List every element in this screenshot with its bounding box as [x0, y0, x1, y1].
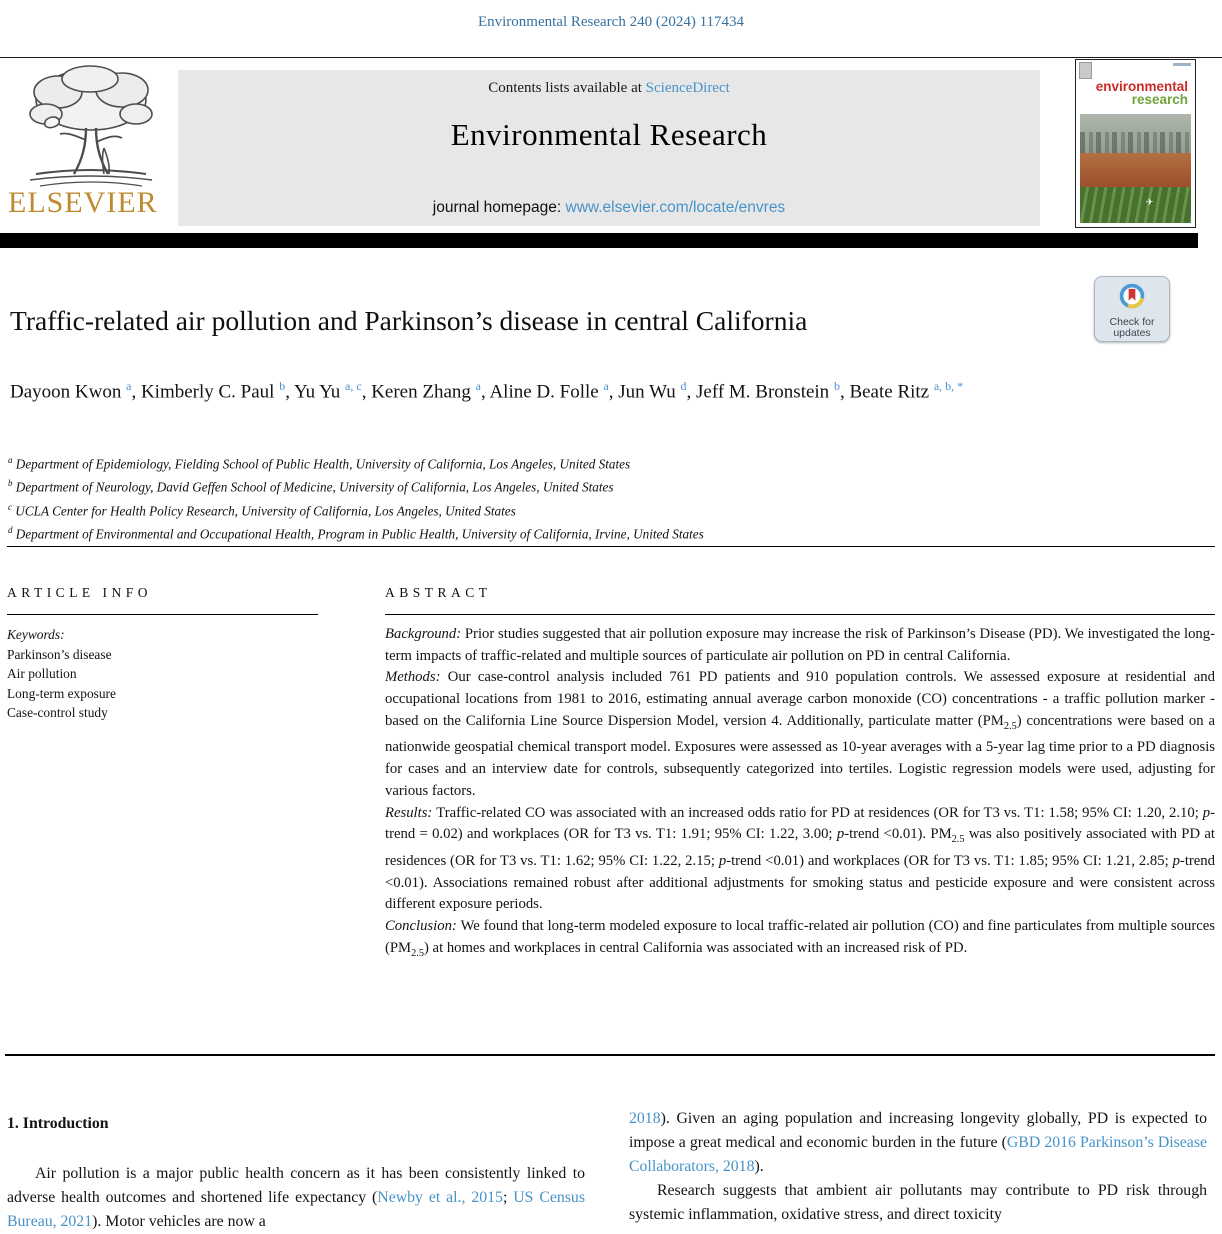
affiliations-divider-rule — [7, 546, 1215, 547]
crossmark-icon — [1117, 281, 1147, 311]
cover-title — [1076, 80, 1195, 106]
affiliation-c-text: UCLA Center for Health Policy Research, University of California, Los Angeles, United States — [12, 502, 516, 518]
badge-label-line2: updates — [1113, 327, 1151, 339]
contents-prefix: Contents lists available at — [488, 80, 646, 96]
homepage-url-link[interactable]: www.elsevier.com/locate/envres — [565, 199, 786, 216]
cover-title-line2: research — [1131, 92, 1188, 107]
masthead-bottom-bar — [0, 233, 1198, 248]
cover-artwork — [1080, 114, 1191, 223]
affiliation-c — [8, 498, 1108, 521]
abstract-bottom-rule — [5, 1054, 1215, 1056]
homepage-prefix: journal homepage: — [432, 199, 566, 216]
affiliation-d-sup: d — [8, 524, 13, 535]
right-paragraph-1: 2018). Given an aging population and increasing longevity globally, PD is expected to impose a great medical and economic burden in the future (GBD 2016 Parkinson’s Disease Collaborators, 2018). — [629, 1110, 1207, 1175]
keyword-item: Air pollution — [7, 666, 77, 682]
abstract-text — [385, 624, 1215, 964]
cover-cropduster-icon: ✈ — [1145, 196, 1154, 207]
paper-title: Traffic-related air pollution and Parkinson’s disease in central California — [10, 305, 808, 336]
citation-link[interactable]: GBD 2016 Parkinson’s Disease Collaborators, 2018 — [629, 1134, 1207, 1175]
affiliation-a-text: Department of Epidemiology, Fielding School of Public Health, University of California, Los Angeles, United States — [12, 456, 631, 472]
author-list: Dayoon Kwon $^a$, Kimberly C. Paul $^b$, Yu Yu $^{a, c}$, Keren Zhang $^a$, Aline D. Folle $^a$, Jun Wu $^d$, Jeff M. Bronstein $^b$, Beate Ritz $^{a, b, *}$ — [10, 379, 964, 403]
abstract-rule — [385, 614, 1215, 615]
article-info-rule — [7, 614, 318, 615]
sciencedirect-link[interactable]: ScienceDirect — [645, 80, 730, 96]
masthead-panel — [178, 70, 1040, 226]
cover-skyline — [1080, 114, 1191, 153]
intro-column-right — [629, 1107, 1207, 1227]
intro-column-left — [7, 1112, 585, 1234]
citation-link[interactable]: US Census Bureau, 2021 — [7, 1189, 585, 1230]
affiliation-a — [8, 451, 1108, 474]
journal-citation[interactable]: Environmental Research 240 (2024) 117434 — [477, 14, 745, 30]
affiliation-d — [8, 521, 1108, 544]
right-paragraph-2: Research suggests that ambient air pollutants may contribute to PD risk through systemic inflammation, oxidative stress, and direct toxicity — [629, 1182, 1207, 1223]
cover-header — [1076, 60, 1195, 80]
affiliation-c-sup: c — [8, 501, 12, 512]
keyword-item: Case-control study — [7, 705, 108, 721]
affiliation-d-text: Department of Environmental and Occupational Health, Program in Public Health, University of California, Irvine, United States — [12, 526, 704, 542]
abstract-header: ABSTRACT — [385, 585, 492, 600]
abstract-results: Results: Traffic-related CO was associated with an increased odds ratio for PD at residences (OR for T3 vs. T1: 1.58; 95% CI: 1.20, 2.10; p-trend = 0.02) and workplaces (OR for T3 vs. T1: 1.91; 95% CI: 1.22, 3.00; p-trend <0.01). $PM_{2.5}$ was also positively associated with PD at residences (OR for T3 vs. T1: 1.62; 95% CI: 1.22, 2.15; p-trend <0.01) and workplaces (OR for T3 vs. T1: 1.85; 95% CI: 1.21, 2.85; p-trend <0.01). Associations remained robust after additional adjustments for smoking status and pesticide exposure and were consistent across different exposure periods. — [385, 804, 1215, 913]
citation-link[interactable]: 2018 — [629, 1110, 661, 1127]
check-for-updates-badge[interactable] — [1094, 276, 1170, 342]
affiliation-b — [8, 474, 1108, 497]
keyword-item: Parkinson’s disease — [7, 646, 112, 662]
article-info-column — [7, 585, 318, 723]
keyword-item: Long-term exposure — [7, 685, 116, 701]
badge-label — [1095, 317, 1169, 339]
elsevier-wordmark: ELSEVIER — [8, 186, 158, 219]
section-1-heading: 1. Introduction — [7, 1115, 109, 1132]
contents-line — [178, 80, 1040, 97]
homepage-line — [178, 199, 1040, 217]
masthead-top-rule — [0, 57, 1222, 58]
elsevier-logo — [8, 62, 174, 230]
cover-orange-field — [1080, 153, 1191, 187]
elsevier-tree-icon — [16, 62, 166, 188]
cover-green-field — [1080, 187, 1191, 223]
abstract-background: Background: Prior studies suggested that air pollution exposure may increase the risk of Parkinson’s Disease (PD). We investigated the long-term impacts of traffic-related and multiple sources of particulate air pollution on PD in central California. — [385, 626, 1215, 664]
citation-link[interactable]: Newby et al., 2015 — [377, 1189, 503, 1206]
affiliation-a-sup: a — [8, 455, 13, 465]
article-info-header: ARTICLE INFO — [7, 585, 153, 600]
affiliation-b-sup: b — [8, 478, 13, 489]
badge-label-line1: Check for — [1109, 316, 1155, 328]
journal-cover-thumbnail[interactable] — [1075, 59, 1196, 228]
cover-title-line1: environmental — [1095, 79, 1188, 94]
cover-elsevier-mark-icon — [1079, 62, 1092, 79]
cover-issn-marks — [1173, 63, 1191, 66]
affiliations — [8, 451, 1108, 544]
abstract-conclusion: Conclusion: We found that long-term modeled exposure to local traffic-related air pollution (CO) and fine particulates from multiple sources $(PM_{2.5})$ at homes and workplaces in central California was associated with an increased risk of PD. — [385, 918, 1215, 959]
abstract-column — [385, 585, 1215, 964]
keywords-label: Keywords: — [7, 627, 65, 642]
abstract-methods: Methods: Our case-control analysis included 761 PD patients and 910 population controls. We assessed exposure at residential and occupational locations from 1981 to 2016, estimating annual average carbon monoxide (CO) concentrations - a traffic pollution marker - based on the California Line Source Dispersion Model, version 4. Additionally, particulate matter $(PM_{2.5})$ concentrations were based on a nationwide geospatial chemical transport model. Exposures were assessed as 10-year averages with a 5-year lag time prior to a PD diagnosis for cases and an interview date for controls, subsequently categorized into tertiles. Logistic regression models were used, adjusting for various factors. — [385, 669, 1215, 799]
affiliation-b-text: Department of Neurology, David Geffen School of Medicine, University of California, Los Angeles, United States — [12, 479, 614, 495]
journal-name: Environmental Research — [450, 117, 768, 152]
keywords-block — [7, 625, 318, 723]
intro-paragraph: Air pollution is a major public health concern as it has been consistently linked to adverse health outcomes and shortened life expectancy (Newby et al., 2015; US Census Bureau, 2021). Motor vehicles are now a — [7, 1165, 585, 1230]
